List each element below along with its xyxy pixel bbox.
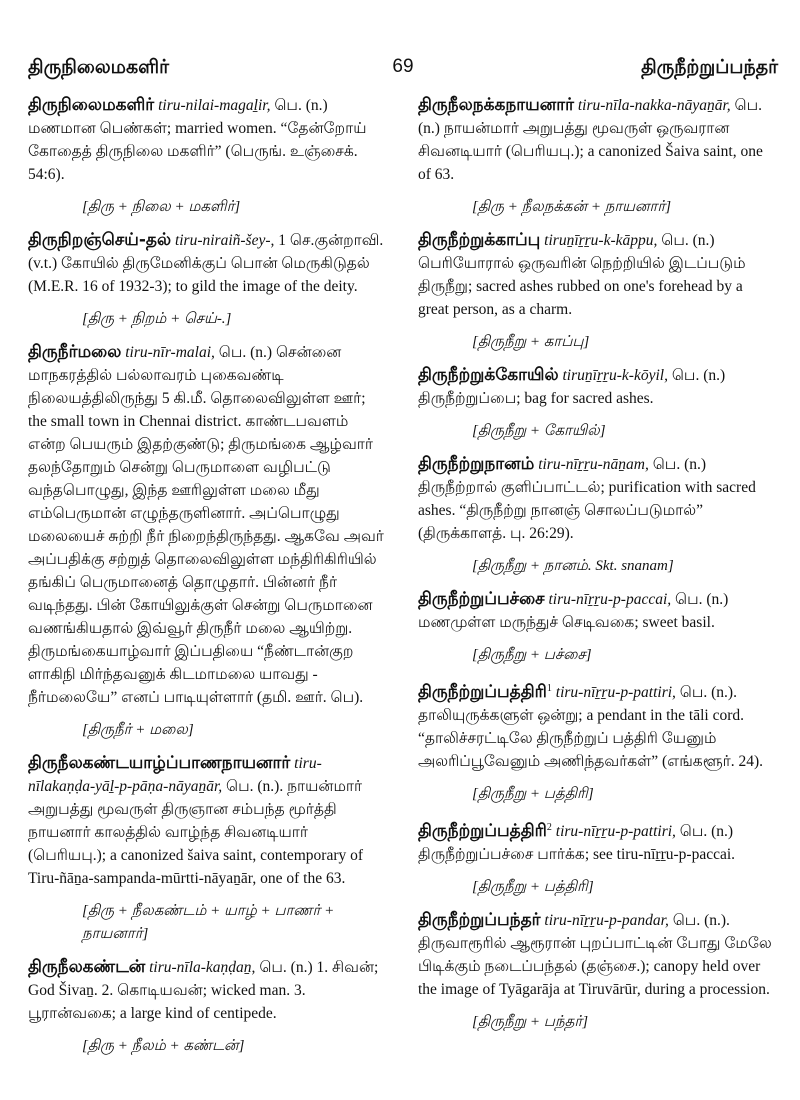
entry-definition: பெ. (n.) மணமுள்ள மருந்துச் செடிவகை; sweet basil.: [418, 591, 729, 631]
entry-etymology: [திரு + நீலநக்கன் + நாயனார்]: [472, 199, 672, 215]
entry-headword: திருநீலகண்டன்: [28, 957, 146, 977]
entry-headword: திருநீற்றுப்பச்சை: [418, 589, 545, 609]
entry-etymology: [திருநீறு + பச்சை]: [472, 647, 592, 663]
entry-headword: திருநீலநக்கநாயனார்: [418, 95, 574, 115]
left-column: [28, 94, 388, 1068]
entry-transliteration: tiruṉīṟṟu-k-kōyil,: [562, 367, 668, 384]
entry-definition: பெ. (n.) சென்னை மாநகரத்தில் பல்லாவரம் புகைவண்டி நிலையத்திலிருந்து 5 கி.மீ. தொலைவிலுள்ள ஊர்; the small town in Chennai district. காண்டபவளம் என்ற பெயரும் இதற்குண்டு; திருமங்கை ஆழ்வார் தலந்தோறும் சென்று பெருமாளை வழிபட்டு வந்தபொழுது, இந்த ஊரிலுள்ள மலை மீது எம்பெருமான் எழுந்தருளினார். அப்பொழுது மலையைச் சுற்றி நீர் நிறைந்திருந்தது. ஆகவே அவர் அப்பதிக்கு சற்றுத் தொலைவிலுள்ள மந்திரிகிரியில் தங்கிப் பெருமானைத் தொழுதார். பின்னர் நீர் வடிந்தது. பின் கோயிலுக்குள் சென்று பெருமானை வணங்கியதால் இவ்வூர் திருநீர் மலை ஆயிற்று. திருமங்கையாழ்வார் இப்பதியை “நீண்டான்குற ளாகிநி மிர்ந்தவனுக் கிடமாமலை யாவது - நீர்மலையே” எனப் பாடியுள்ளார் (தமி. ஊர். பெ).: [28, 344, 384, 706]
dictionary-entry: [418, 229, 776, 354]
entry-headword: திருநீற்றுப்பந்தர்: [418, 910, 541, 931]
entry-transliteration: tiru-nīlakaṇḍa-yāḻ-p-pāṇa-nāyaṉār,: [28, 755, 322, 795]
entry-etymology: [திரு + நீலம் + கண்டன்]: [82, 1038, 245, 1054]
entry-definition: பெ. (n.). நாயன்மார் அறுபத்து மூவருள் திருஞான சம்பந்த மூர்த்தி நாயனார் காலத்தில் வாழ்ந்த சிவனடியார் (பெரியபு.); a canonized šaiva saint, contemporary of Tiru-ñāṉa-sampanda-mūrtti-nāyaṉār, one of the 63.: [28, 778, 364, 887]
entry-headword: திருநீற்றுக்கோயில்: [418, 365, 559, 385]
right-column: [418, 94, 776, 1044]
page-header: [28, 56, 778, 86]
entry-etymology: [திருநீறு + பத்திரி]: [472, 786, 594, 803]
entry-definition: பெ. (n.) திருநீற்றுப்பை; bag for sacred ashes.: [418, 367, 726, 407]
dictionary-entry: [418, 453, 776, 578]
entry-transliteration: tiru-nīṟṟu-p-pattiri,: [555, 684, 676, 702]
entry-headword: திருநீற்றுப்பத்திரி: [418, 821, 547, 842]
entry-definition: பெ. (n.) திருநீற்றால் குளிப்பாட்டல்; purification with sacred ashes. “திருநீற்று நானஞ் சொலப்படுமால்” (திருக்காளத். பு. 26:29).: [418, 456, 756, 542]
entry-headword: திருநீற்றுப்பத்திரி: [418, 682, 547, 703]
entry-transliteration: tiru-nīla-nakka-nāyaṉār,: [577, 97, 731, 114]
entry-etymology: [திருநீறு + பத்திரி]: [472, 879, 594, 896]
entry-headword: திருநீலகண்டயாழ்ப்பாணநாயனார்: [28, 753, 291, 773]
entry-etymology: [திரு + நிலை + மகளிர்]: [82, 199, 241, 215]
entry-headword: திருநீற்றுநானம்: [418, 454, 535, 474]
entry-definition: பெ. (n.) 1. சிவன்; God Šivaṉ. 2. கொடியவன்; wicked man. 3. பூரான்வகை; a large kind of centipede.: [28, 959, 379, 1022]
entry-etymology: [திருநீறு + நானம். Skt. snanam]: [472, 558, 674, 574]
entry-transliteration: tiru-nilai-magaḻir,: [158, 97, 271, 114]
entry-definition: பெ. (n.) நாயன்மார் அறுபத்து மூவருள் ஒருவரான சிவனடியார் (பெரியபு.); a canonized Šaiva saint, one of 63.: [418, 97, 763, 183]
entry-transliteration: tiru-nīr-malai,: [125, 344, 215, 361]
entry-transliteration: tiruṉīṟṟu-k-kāppu,: [544, 232, 658, 249]
entry-definition: பெ. (n.). தாலியுருக்களுள் ஒன்று; a pendant in the tāli cord. “தாலிச்சரட்டிலே திருநீற்றுப் பத்திரி யேனும் அலரிப்பூவேனும் அணிந்தவர்கள்” (எங்களூர். 24).: [418, 684, 764, 771]
dictionary-entry: [418, 816, 776, 899]
entry-definition: பெ. (n.) திருநீற்றுப்பச்சை பார்க்க; see tiru-nīṟṟu-p-paccai.: [418, 823, 736, 864]
entry-transliteration: tiru-nīṟṟu-nāṉam,: [538, 456, 649, 473]
entry-definition: பெ. (n.). திருவாரூரில் ஆரூரான் புறப்பாட்டின் போது மேலே பிடிக்கும் நடைப்பந்தல் (தஞ்சை.); canopy held over the image of Tyāgarāja at Tiruvārūr, during a procession.: [418, 912, 772, 999]
entry-transliteration: tiru-nīṟṟu-p-pattiri,: [555, 823, 676, 841]
dictionary-entry: [28, 229, 388, 331]
dictionary-entry: [418, 677, 776, 806]
dictionary-entry: [418, 94, 776, 219]
entry-definition: பெ. (n.) மணமான பெண்கள்; married women. “தேன்றோய் கோதைத் திருநிலை மகளிர்” (பெருங். உஞ்சைக். 54:6).: [28, 97, 367, 183]
entry-transliteration: tiru-nīla-kaṇḍaṉ,: [149, 959, 256, 976]
entry-transliteration: tiru-niraiñ-šey-,: [174, 232, 275, 249]
entry-superscript: 1: [546, 683, 552, 694]
entry-headword: திருநீற்றுக்காப்பு: [418, 230, 541, 250]
entry-transliteration: tiru-nīṟṟu-p-paccai,: [548, 591, 672, 608]
entry-headword: திருநிலைமகளிர்: [28, 95, 155, 115]
entry-definition: பெ. (n.) பெரியோரால் ஒருவரின் நெற்றியில் இடப்படும் திருநீறு; sacred ashes rubbed on one's forehead by a great person, as a charm.: [418, 232, 746, 318]
entry-headword: திருநிறஞ்செய்-தல்: [28, 230, 172, 250]
running-head-right: திருநீற்றுப்பந்தர்: [641, 56, 778, 78]
dictionary-entry: [28, 341, 388, 742]
dictionary-entry: [28, 956, 388, 1058]
dictionary-entry: [28, 94, 388, 219]
running-head-left: திருநிலைமகளிர்: [28, 56, 170, 78]
entry-superscript: 2: [546, 822, 552, 834]
dictionary-entry: [418, 909, 776, 1034]
page-number: 69: [392, 56, 414, 77]
entry-etymology: [திருநீறு + கோயில்]: [472, 423, 606, 439]
entry-etymology: [திருநீறு + காப்பு]: [472, 334, 590, 350]
entry-etymology: [திருநீர் + மலை]: [82, 722, 194, 738]
entry-etymology: [திரு + நிறம் + செய்-.]: [82, 311, 232, 327]
entry-etymology: [திருநீறு + பந்தர்]: [472, 1014, 589, 1031]
entry-headword: திருநீர்மலை: [28, 342, 122, 362]
dictionary-entry: [418, 588, 776, 667]
dictionary-entry: [418, 364, 776, 443]
entry-definition: 1 செ.குன்றாவி. (v.t.) கோயில் திருமேனிக்குப் பொன் மெருகிடுதல் (M.E.R. 16 of 1932-3); to gild the image of the deity.: [28, 232, 384, 295]
dictionary-entry: [28, 752, 388, 946]
entry-transliteration: tiru-nīṟṟu-p-pandar,: [544, 912, 669, 930]
entry-etymology: [திரு + நீலகண்டம் + யாழ் + பாணர் + நாயனார்]: [82, 903, 335, 942]
